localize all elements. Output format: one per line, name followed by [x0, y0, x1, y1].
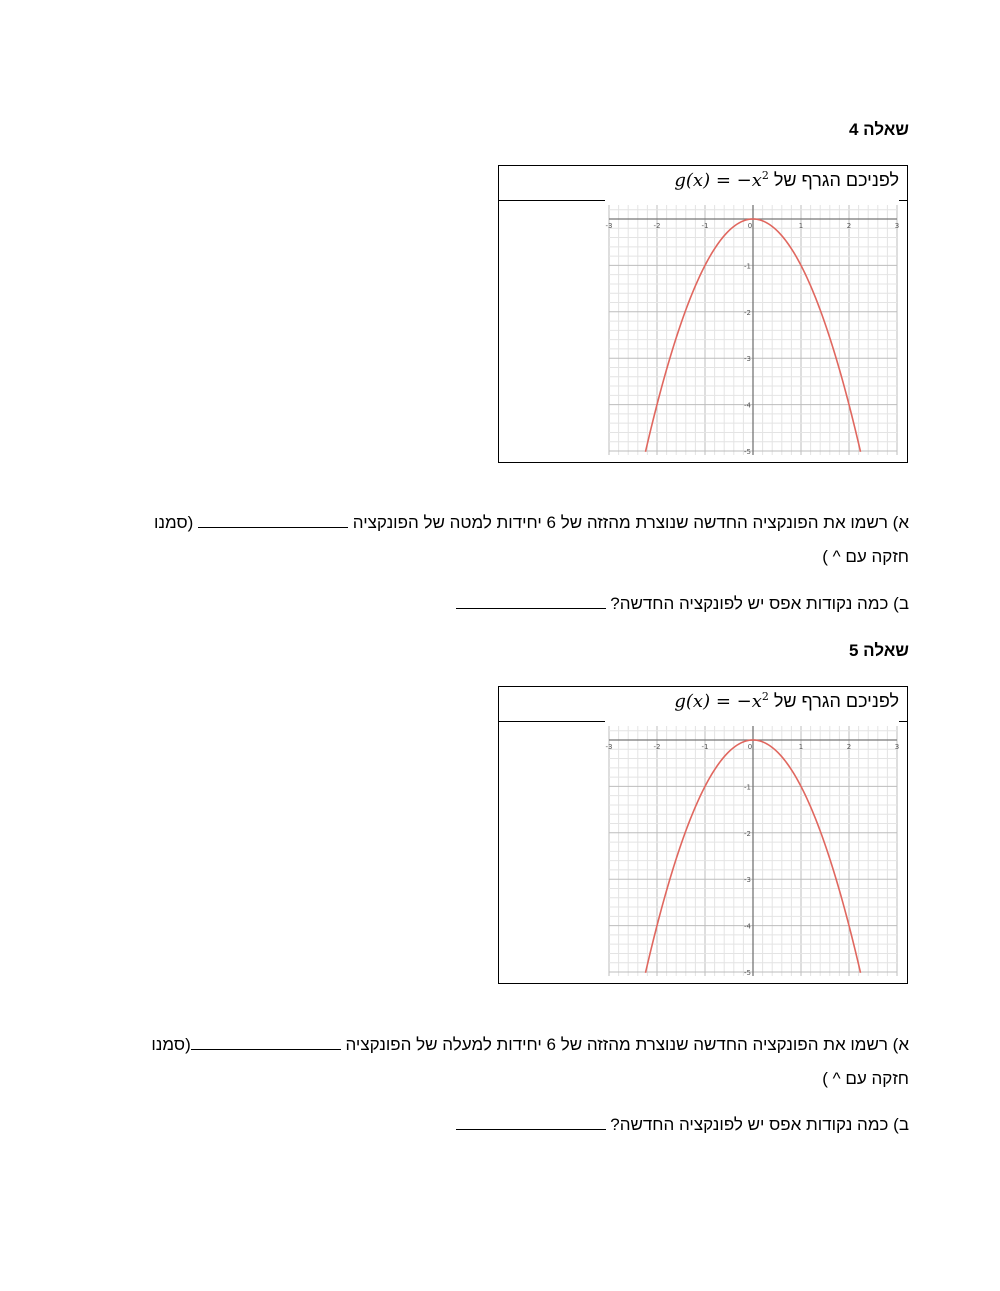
question-4-part-b: [456, 594, 910, 614]
x-tick-label: -3: [605, 222, 613, 230]
y-tick-label: -5: [744, 969, 751, 977]
x-tick-label: 0: [747, 743, 753, 751]
question-5-part-a: [151, 1035, 909, 1055]
x-tick-label: -1: [701, 222, 709, 230]
x-tick-label: -3: [605, 743, 613, 751]
answer-blank-5b[interactable]: [456, 1115, 606, 1130]
x-tick-label: -2: [653, 743, 661, 751]
x-tick-label: 1: [798, 222, 804, 230]
y-tick-label: -3: [744, 876, 751, 885]
x-tick-label: -1: [701, 743, 709, 751]
question-4-part-a-line2: חזקה עם ^ ): [822, 547, 909, 566]
x-tick-label: 1: [798, 743, 804, 751]
x-tick-label: 2: [846, 222, 852, 230]
part-b-text: ב) כמה נקודות אפס יש לפונקציה החדשה?: [610, 594, 909, 613]
graph-caption-text: לפניכם הגרף של: [773, 170, 899, 190]
x-tick-label: 3: [894, 743, 900, 751]
question-4-part-a: [154, 513, 909, 533]
answer-blank-4a[interactable]: [198, 513, 348, 528]
parabola-plot: [605, 722, 901, 980]
y-tick-label: -2: [744, 829, 751, 838]
part-a-text: א) רשמו את הפונקציה החדשה שנוצרת מהזזה של 6 יחידות למעלה של הפונקציה: [345, 1035, 909, 1054]
part-b-text: ב) כמה נקודות אפס יש לפונקציה החדשה?: [610, 1115, 909, 1134]
answer-blank-4b[interactable]: [456, 594, 606, 609]
part-a-suffix: (סמנו: [151, 1035, 191, 1054]
part-a-text: א) רשמו את הפונקציה החדשה שנוצרת מהזזה של 6 יחידות למטה של הפונקציה: [352, 513, 909, 532]
question-5-part-a-line2: חזקה עם ^ ): [822, 1069, 909, 1088]
caption-divider: [499, 721, 605, 722]
y-tick-label: -3: [744, 355, 751, 364]
part-a-suffix: (סמנו: [153, 513, 194, 532]
graph-formula: $g(x) = -x^2$: [674, 690, 769, 712]
y-tick-label: -1: [744, 783, 751, 792]
question-4-graph: [498, 165, 908, 463]
question-5-title: שאלה 5: [848, 641, 909, 660]
y-tick-label: -5: [744, 448, 751, 456]
question-5-part-b: [456, 1115, 910, 1135]
y-tick-label: -2: [744, 308, 751, 317]
x-tick-label: 2: [846, 743, 852, 751]
y-tick-label: -4: [744, 401, 751, 410]
question-4-title: שאלה 4: [848, 120, 909, 139]
graph-caption-text: לפניכם הגרף של: [773, 691, 899, 711]
graph-formula: $g(x) = -x^2$: [674, 169, 769, 191]
x-tick-label: -2: [653, 222, 661, 230]
y-tick-label: -1: [744, 262, 751, 271]
x-tick-label: 0: [747, 222, 753, 230]
y-tick-label: -4: [744, 922, 751, 931]
graph-caption: [674, 690, 899, 712]
caption-divider: [499, 200, 605, 201]
answer-blank-5a[interactable]: [191, 1035, 341, 1050]
x-tick-label: 3: [894, 222, 900, 230]
parabola-plot: [605, 201, 901, 459]
question-5-graph: [498, 686, 908, 984]
graph-caption: [674, 169, 899, 191]
